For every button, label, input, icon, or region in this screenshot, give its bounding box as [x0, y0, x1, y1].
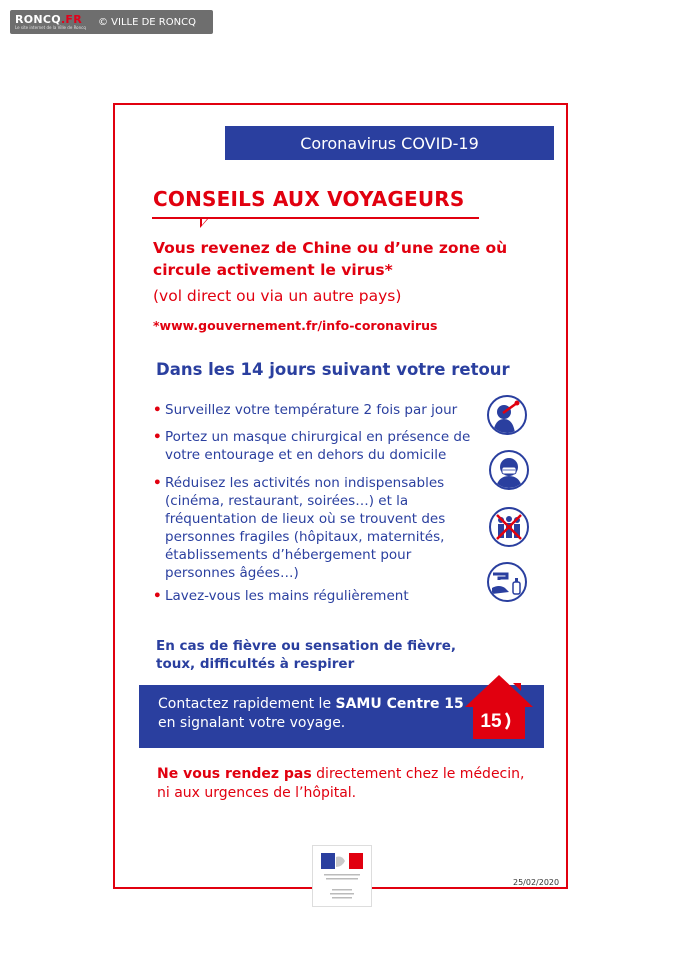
- marianne-logo: [312, 845, 372, 907]
- section-title: Dans les 14 jours suivant votre retour: [156, 360, 510, 379]
- advice-item-activities: • Réduisez les activités non indispensables (cinéma, restaurant, soirées…) et la fréquentation de lieux où se trouvent des personnes fragiles (hôpitaux, maternités, établissements d’hébergement pour personnes âgées…): [153, 474, 483, 582]
- samu-contact-box: [139, 685, 544, 748]
- warning-text: [157, 765, 537, 803]
- advice-item-mask: • Portez un masque chirurgical en présence de votre entourage et en dehors du domicile: [153, 428, 483, 464]
- site-watermark: [10, 10, 213, 34]
- samu-line1-prefix: Contactez rapidement le: [158, 696, 336, 712]
- poster-date: 25/02/2020: [513, 878, 560, 887]
- watermark-logo-main: RONCQ: [15, 12, 61, 26]
- samu-badge-number: 15: [480, 711, 502, 732]
- watermark-logo: [15, 14, 98, 25]
- advice-item-temperature: • Surveillez votre température 2 fois par jour: [153, 401, 457, 419]
- covid-banner: [225, 126, 554, 160]
- intro-text: Vous revenez de Chine ou d’une zone où circule activement le virus*: [153, 239, 508, 279]
- warning-rest: directement chez le médecin, ni aux urgences de l’hôpital.: [157, 766, 525, 801]
- thermometer-icon: [487, 395, 527, 435]
- samu-line1-bold: SAMU Centre 15: [335, 696, 464, 712]
- info-link-text: *www.gouvernement.fr/info-coronavirus: [153, 318, 438, 333]
- covid-banner-label: Coronavirus COVID-19: [300, 133, 479, 153]
- handwash-icon: [487, 562, 527, 602]
- advice-item-handwash: • Lavez-vous les mains régulièrement: [153, 587, 409, 605]
- watermark-logo-suffix: .FR: [60, 12, 83, 26]
- headline-speech-tail: [200, 219, 208, 228]
- covid-poster: [113, 103, 568, 889]
- intro-subtext: (vol direct ou via un autre pays): [153, 287, 402, 305]
- watermark-brand: [10, 14, 98, 31]
- poster-headline: CONSEILS AUX VOYAGEURS: [153, 187, 465, 211]
- samu-line-1: [158, 696, 464, 712]
- mask-icon: [489, 450, 529, 490]
- samu-house-icon: [459, 671, 539, 743]
- fever-symptoms-text: En cas de fièvre ou sensation de fièvre, toux, difficultés à respirer: [156, 638, 456, 672]
- watermark-tagline: Le site internet de la Ville de Roncq: [15, 24, 86, 30]
- samu-line-2: en signalant votre voyage.: [158, 715, 346, 731]
- watermark-copyright: © VILLE DE RONCQ: [98, 16, 196, 28]
- crowd-crossed-icon: [489, 507, 529, 547]
- warning-bold: Ne vous rendez pas: [157, 766, 312, 782]
